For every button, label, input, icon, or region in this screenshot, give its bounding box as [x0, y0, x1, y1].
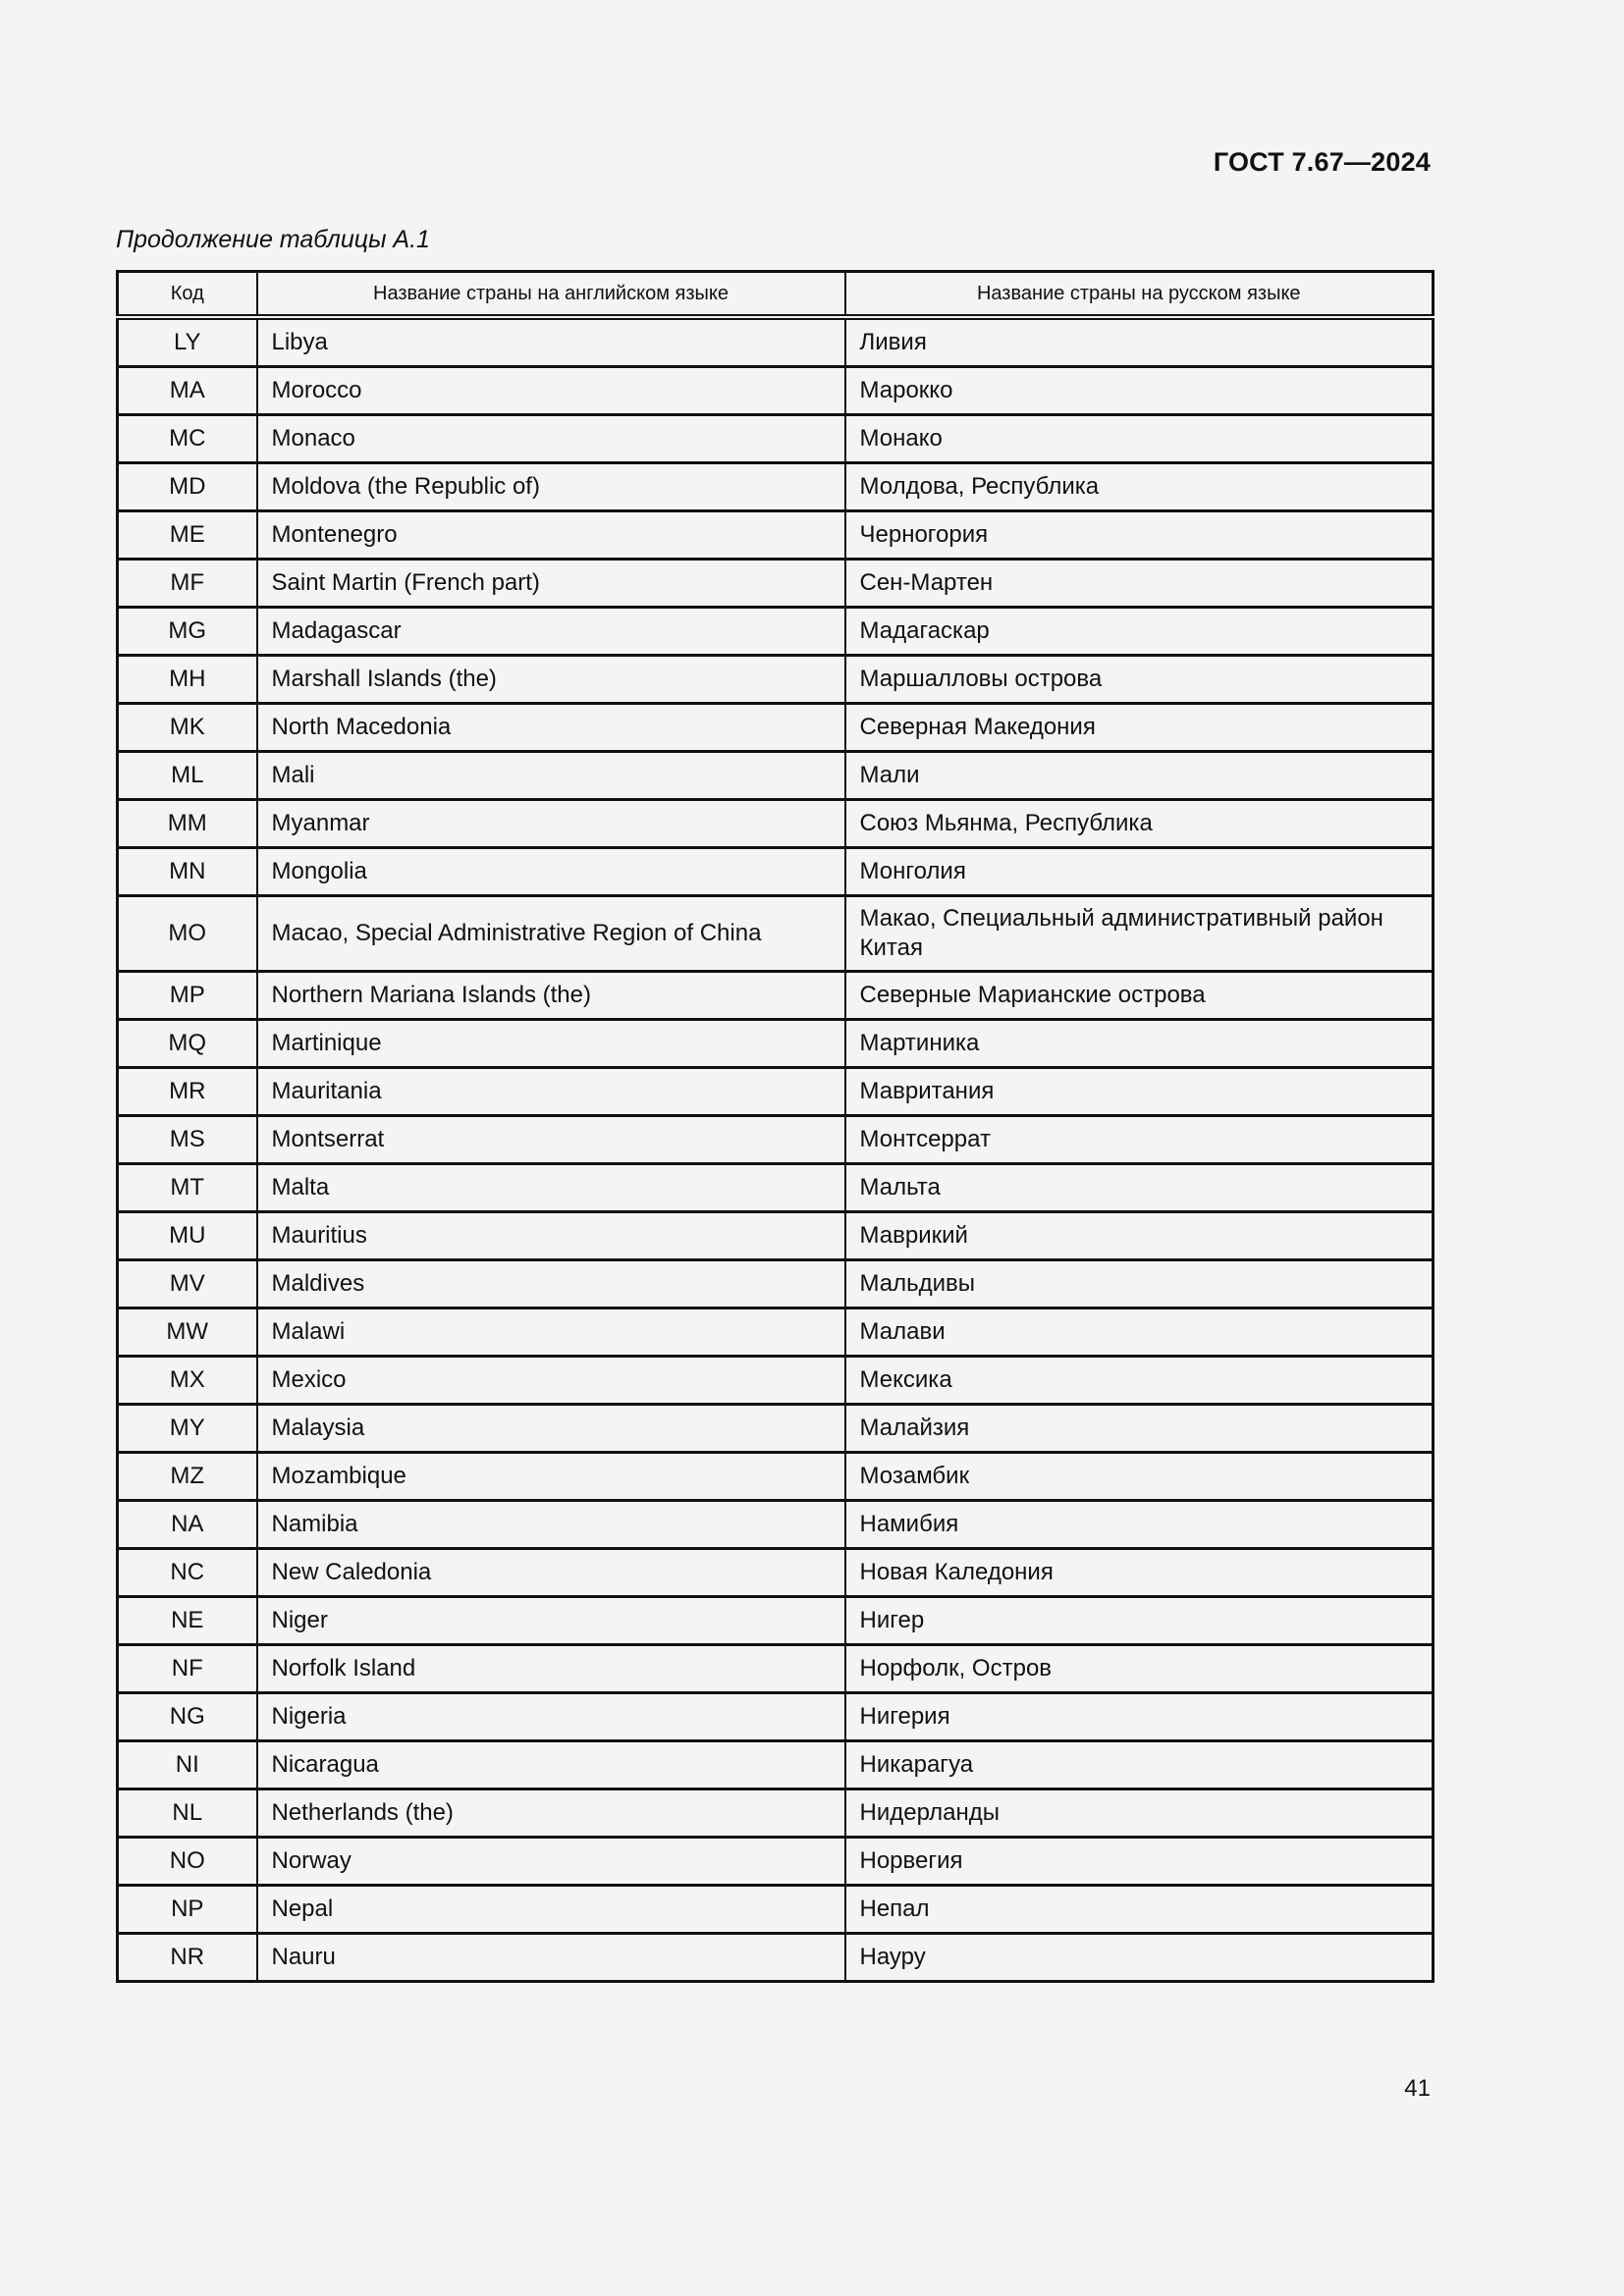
- cell-russian-name: Северные Марианские острова: [845, 972, 1434, 1020]
- table-row: [118, 1308, 1434, 1357]
- cell-country-code: NE: [118, 1597, 257, 1645]
- cell-english-name: Saint Martin (French part): [257, 560, 845, 608]
- cell-country-code: MN: [118, 848, 257, 896]
- table-row: [118, 1453, 1434, 1501]
- cell-english-name: Malawi: [257, 1308, 845, 1357]
- cell-russian-name: Нигерия: [845, 1693, 1434, 1741]
- cell-russian-name: Маршалловы острова: [845, 656, 1434, 704]
- table-row: [118, 560, 1434, 608]
- cell-english-name: Namibia: [257, 1501, 845, 1549]
- cell-russian-name: Сен-Мартен: [845, 560, 1434, 608]
- cell-english-name: Mongolia: [257, 848, 845, 896]
- cell-country-code: NA: [118, 1501, 257, 1549]
- table-row: [118, 800, 1434, 848]
- column-header-russian-name: Название страны на русском языке: [845, 272, 1434, 318]
- column-header-english-name: Название страны на английском языке: [257, 272, 845, 318]
- cell-russian-name: Науру: [845, 1934, 1434, 1982]
- cell-russian-name: Нигер: [845, 1597, 1434, 1645]
- cell-russian-name: Норвегия: [845, 1838, 1434, 1886]
- cell-english-name: Norway: [257, 1838, 845, 1886]
- cell-country-code: MQ: [118, 1020, 257, 1068]
- table-row: [118, 704, 1434, 752]
- table-row: [118, 1789, 1434, 1838]
- cell-country-code: NC: [118, 1549, 257, 1597]
- document-standard-number: ГОСТ 7.67—2024: [1213, 147, 1431, 177]
- cell-country-code: MF: [118, 560, 257, 608]
- cell-country-code: NP: [118, 1886, 257, 1934]
- cell-country-code: MK: [118, 704, 257, 752]
- cell-russian-name: Черногория: [845, 511, 1434, 560]
- table-row: [118, 1405, 1434, 1453]
- table-row: [118, 1501, 1434, 1549]
- table-row: [118, 1597, 1434, 1645]
- table-row: [118, 1886, 1434, 1934]
- table-header-row: [118, 272, 1434, 318]
- cell-english-name: Marshall Islands (the): [257, 656, 845, 704]
- table-row: [118, 1741, 1434, 1789]
- cell-russian-name: Малайзия: [845, 1405, 1434, 1453]
- cell-english-name: Libya: [257, 317, 845, 367]
- table-row: [118, 1164, 1434, 1212]
- cell-english-name: Martinique: [257, 1020, 845, 1068]
- cell-english-name: Myanmar: [257, 800, 845, 848]
- table-row: [118, 1838, 1434, 1886]
- table-row: [118, 1020, 1434, 1068]
- cell-english-name: Montserrat: [257, 1116, 845, 1164]
- cell-russian-name: Ливия: [845, 317, 1434, 367]
- table-row: [118, 511, 1434, 560]
- cell-english-name: Netherlands (the): [257, 1789, 845, 1838]
- cell-russian-name: Непал: [845, 1886, 1434, 1934]
- cell-country-code: NI: [118, 1741, 257, 1789]
- cell-russian-name: Мали: [845, 752, 1434, 800]
- cell-english-name: North Macedonia: [257, 704, 845, 752]
- cell-english-name: Niger: [257, 1597, 845, 1645]
- country-codes-table: [116, 270, 1435, 1983]
- table-row: [118, 1549, 1434, 1597]
- cell-english-name: Macao, Special Administrative Region of China: [257, 896, 845, 972]
- table-row: [118, 1116, 1434, 1164]
- cell-russian-name: Мартиника: [845, 1020, 1434, 1068]
- cell-country-code: MT: [118, 1164, 257, 1212]
- cell-english-name: Mauritania: [257, 1068, 845, 1116]
- cell-russian-name: Никарагуа: [845, 1741, 1434, 1789]
- cell-russian-name: Маврикий: [845, 1212, 1434, 1260]
- cell-russian-name: Малави: [845, 1308, 1434, 1357]
- cell-country-code: MU: [118, 1212, 257, 1260]
- cell-russian-name: Новая Каледония: [845, 1549, 1434, 1597]
- table-row: [118, 656, 1434, 704]
- table-row: [118, 1693, 1434, 1741]
- cell-english-name: Malta: [257, 1164, 845, 1212]
- page-number: 41: [1404, 2075, 1431, 2102]
- table-row: [118, 1212, 1434, 1260]
- cell-english-name: Monaco: [257, 415, 845, 463]
- cell-russian-name: Мозамбик: [845, 1453, 1434, 1501]
- cell-russian-name: Мавритания: [845, 1068, 1434, 1116]
- cell-russian-name: Намибия: [845, 1501, 1434, 1549]
- cell-russian-name: Молдова, Республика: [845, 463, 1434, 511]
- cell-english-name: Mali: [257, 752, 845, 800]
- cell-russian-name: Северная Македония: [845, 704, 1434, 752]
- cell-country-code: ML: [118, 752, 257, 800]
- cell-country-code: LY: [118, 317, 257, 367]
- cell-english-name: Mexico: [257, 1357, 845, 1405]
- cell-country-code: MY: [118, 1405, 257, 1453]
- cell-russian-name: Мальдивы: [845, 1260, 1434, 1308]
- column-header-code: Код: [118, 272, 257, 318]
- cell-russian-name: Монако: [845, 415, 1434, 463]
- table-row: [118, 415, 1434, 463]
- cell-english-name: Nicaragua: [257, 1741, 845, 1789]
- table-row: [118, 367, 1434, 415]
- cell-russian-name: Норфолк, Остров: [845, 1645, 1434, 1693]
- cell-english-name: Norfolk Island: [257, 1645, 845, 1693]
- table-row: [118, 972, 1434, 1020]
- cell-english-name: Mauritius: [257, 1212, 845, 1260]
- table-row: [118, 317, 1434, 367]
- table-row: [118, 1357, 1434, 1405]
- cell-english-name: Maldives: [257, 1260, 845, 1308]
- cell-english-name: Moldova (the Republic of): [257, 463, 845, 511]
- cell-english-name: Mozambique: [257, 1453, 845, 1501]
- cell-english-name: Nigeria: [257, 1693, 845, 1741]
- table-row: [118, 848, 1434, 896]
- cell-russian-name: Монголия: [845, 848, 1434, 896]
- cell-country-code: MP: [118, 972, 257, 1020]
- cell-country-code: MW: [118, 1308, 257, 1357]
- cell-russian-name: Нидерланды: [845, 1789, 1434, 1838]
- cell-country-code: NF: [118, 1645, 257, 1693]
- table-row: [118, 1934, 1434, 1982]
- cell-english-name: Madagascar: [257, 608, 845, 656]
- cell-country-code: NR: [118, 1934, 257, 1982]
- cell-english-name: New Caledonia: [257, 1549, 845, 1597]
- cell-country-code: MG: [118, 608, 257, 656]
- table-caption: Продолжение таблицы А.1: [116, 226, 430, 253]
- cell-russian-name: Союз Мьянма, Республика: [845, 800, 1434, 848]
- cell-country-code: MX: [118, 1357, 257, 1405]
- table-row: [118, 608, 1434, 656]
- table-row: [118, 463, 1434, 511]
- cell-country-code: MV: [118, 1260, 257, 1308]
- table-row: [118, 1068, 1434, 1116]
- cell-russian-name: Макао, Специальный административный район Китая: [845, 896, 1434, 972]
- cell-country-code: NL: [118, 1789, 257, 1838]
- cell-english-name: Northern Mariana Islands (the): [257, 972, 845, 1020]
- cell-country-code: MZ: [118, 1453, 257, 1501]
- cell-country-code: NO: [118, 1838, 257, 1886]
- table-row: [118, 1260, 1434, 1308]
- table-header: [118, 272, 1434, 318]
- cell-english-name: Montenegro: [257, 511, 845, 560]
- cell-russian-name: Монтсеррат: [845, 1116, 1434, 1164]
- cell-country-code: MO: [118, 896, 257, 972]
- cell-russian-name: Мадагаскар: [845, 608, 1434, 656]
- cell-country-code: MR: [118, 1068, 257, 1116]
- cell-english-name: Morocco: [257, 367, 845, 415]
- table-row: [118, 1645, 1434, 1693]
- table-row: [118, 896, 1434, 972]
- cell-english-name: Malaysia: [257, 1405, 845, 1453]
- cell-english-name: Nauru: [257, 1934, 845, 1982]
- cell-russian-name: Мексика: [845, 1357, 1434, 1405]
- cell-country-code: MS: [118, 1116, 257, 1164]
- table-body: [118, 317, 1434, 1982]
- country-codes-table-container: [116, 270, 1432, 1983]
- cell-country-code: MA: [118, 367, 257, 415]
- cell-country-code: MM: [118, 800, 257, 848]
- cell-country-code: MD: [118, 463, 257, 511]
- cell-english-name: Nepal: [257, 1886, 845, 1934]
- cell-country-code: MH: [118, 656, 257, 704]
- cell-russian-name: Мальта: [845, 1164, 1434, 1212]
- cell-country-code: NG: [118, 1693, 257, 1741]
- cell-country-code: ME: [118, 511, 257, 560]
- cell-country-code: MC: [118, 415, 257, 463]
- table-row: [118, 752, 1434, 800]
- cell-russian-name: Марокко: [845, 367, 1434, 415]
